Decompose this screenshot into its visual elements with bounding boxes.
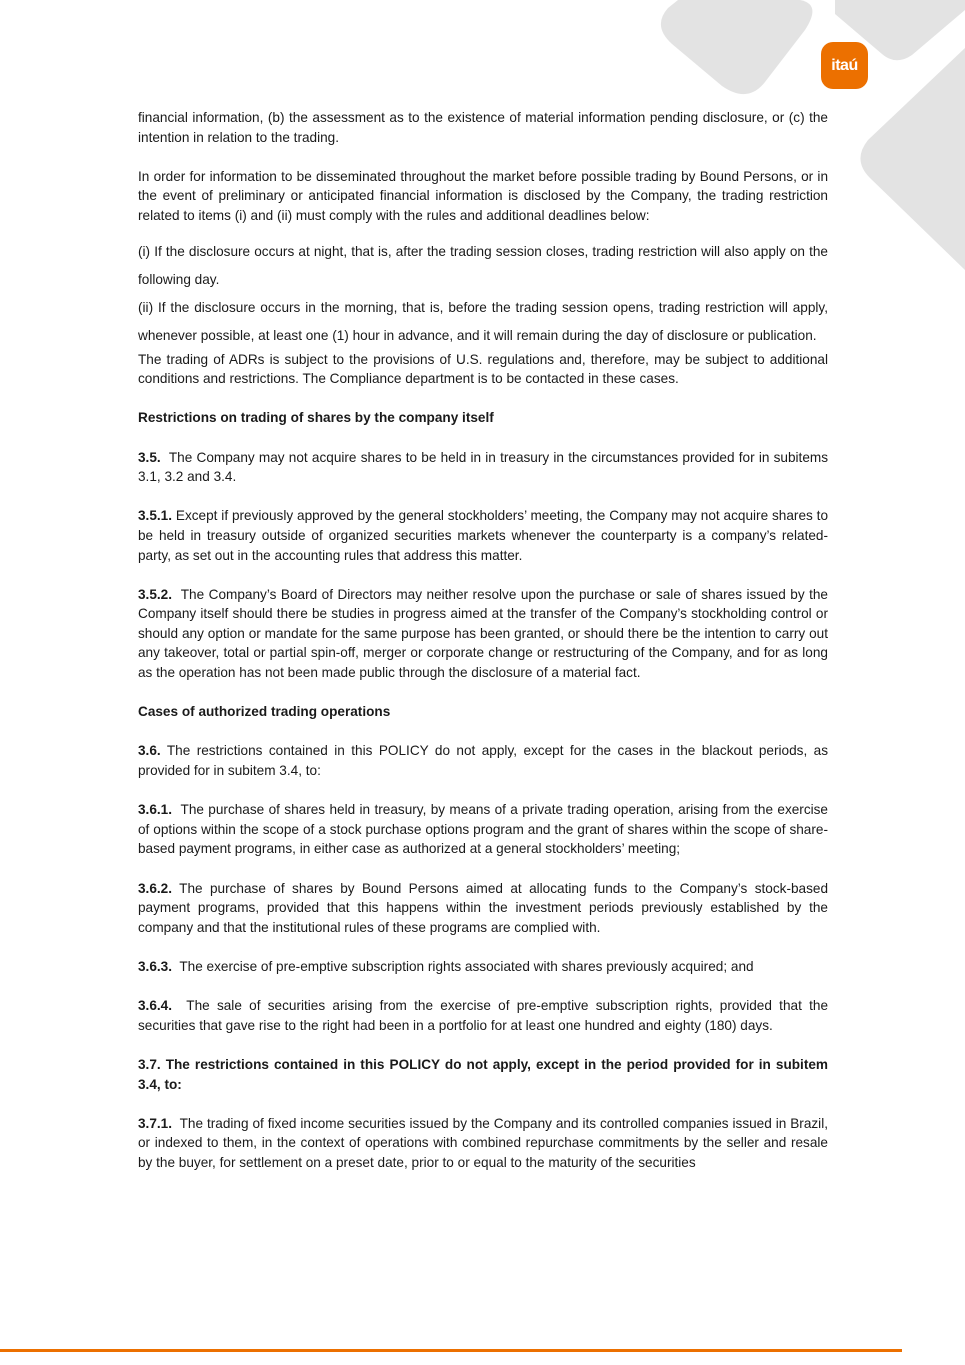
clause-text: The restrictions contained in this POLICY do not apply, except for the cases in the blackout periods, as provided for in subitem 3.4, to: (138, 743, 828, 779)
clause-3-5 (138, 448, 828, 487)
clause-number: 3.5.1. (138, 508, 173, 524)
clause-text: The purchase of shares by Bound Persons aimed at allocating funds to the Company’s stock-based payment programs, provided that this happens within the investment periods previously established by the company and that the institutional rules of these programs are complied with. (138, 880, 829, 935)
clause-3-7: 3.7. The restrictions contained in this POLICY do not apply, except in the period provided for in subitem 3.4, to: (138, 1056, 828, 1092)
paragraph: In order for information to be disseminated throughout the market before possible trading by Bound Persons, or in the event of preliminary or anticipated financial information is disclosed by the Company, the trading restriction related to items (i) and (ii) must comply with the rules and additional deadlines below: (138, 168, 828, 223)
clause-text: The sale of securities arising from the exercise of pre-emptive subscription rights, provided that the securities that gave rise to the right had been in a portfolio for at least one hundred and eighty (180) days. (138, 998, 828, 1033)
clause-3-5-2 (138, 585, 828, 683)
clause-3-5-1 (138, 506, 828, 565)
clause-text: Except if previously approved by the general stockholders’ meeting, the Company may not acquire shares to be held in treasury outside of organized securities markets whenever the counterparty is a company’s related-party, as set out in the accounting rules that address this matter. (138, 508, 828, 563)
clause-3-6-2 (138, 879, 828, 938)
clause-3-6-1 (138, 800, 828, 859)
clause-number: 3.6.3. (138, 958, 173, 974)
clause-number: 3.6. (138, 743, 161, 759)
clause-number: 3.6.1. (138, 802, 173, 818)
logo-text: itaú (831, 56, 858, 74)
clause-text: The Company may not acquire shares to be held in in treasury in the circumstances provided for in subitems 3.1, 3.2 and 3.4. (138, 449, 828, 485)
clause-number: 3.7.1. (138, 1115, 173, 1131)
clause-text: The purchase of shares held in treasury, by means of a private trading operation, arising from the exercise of options within the scope of a stock purchase options program and the grant of shares within the scope of share-based payment programs, in either case as authorized at a general stockholders’ meeting; (138, 802, 828, 857)
document-body (138, 108, 828, 1173)
clause-number: 3.5. (138, 449, 161, 465)
itau-logo (821, 42, 868, 89)
clause-3-7-1 (138, 1114, 828, 1173)
clause-text: The trading of fixed income securities issued by the Company and its controlled companies issued in Brazil, or indexed to them, in the context of operations with combined repurchase commitments by the seller and resale by the buyer, for settlement on a preset date, prior to or equal to the maturity of the securities (138, 1115, 829, 1170)
clause-3-6-3 (138, 957, 828, 977)
clause-3-6-4 (138, 996, 828, 1035)
list-item-ii: (ii) If the disclosure occurs in the morning, that is, before the trading session opens, trading restriction will apply, whenever possible, at least one (1) hour in advance, and it will remain during the day of disclosure or publication. (138, 299, 828, 343)
clause-text: The exercise of pre-emptive subscription rights associated with shares previously acquired; and (179, 958, 754, 974)
paragraph: financial information, (b) the assessment as to the existence of material information pending disclosure, or (c) the intention in relation to the trading. (138, 110, 828, 145)
clause-number: 3.5.2. (138, 586, 173, 602)
paragraph: The trading of ADRs is subject to the provisions of U.S. regulations and, therefore, may be subject to additional conditions and restrictions. The Compliance department is to be contacted in these cases. (138, 351, 828, 387)
footer-accent-line (0, 1349, 902, 1352)
clause-3-6 (138, 741, 828, 780)
list-item-i: (i) If the disclosure occurs at night, that is, after the trading session closes, trading restriction will also apply on the following day. (138, 243, 828, 287)
clause-number: 3.6.2. (138, 880, 173, 896)
clause-number: 3.6.4. (138, 998, 173, 1014)
section-heading: Restrictions on trading of shares by the company itself (138, 410, 494, 426)
clause-text: The Company’s Board of Directors may neither resolve upon the purchase or sale of shares issued by the Company itself should there be studies in progress aimed at the transfer of the Company’s stockholding control or should any option or mandate for the same purpose has been granted, or should there be the intention to carry out any takeover, total or partial spin-off, merger or corporate change or restructuring of the Company, and for as long as the operation has not been made public through the disclosure of a material fact. (138, 586, 828, 681)
section-heading: Cases of authorized trading operations (138, 704, 391, 720)
